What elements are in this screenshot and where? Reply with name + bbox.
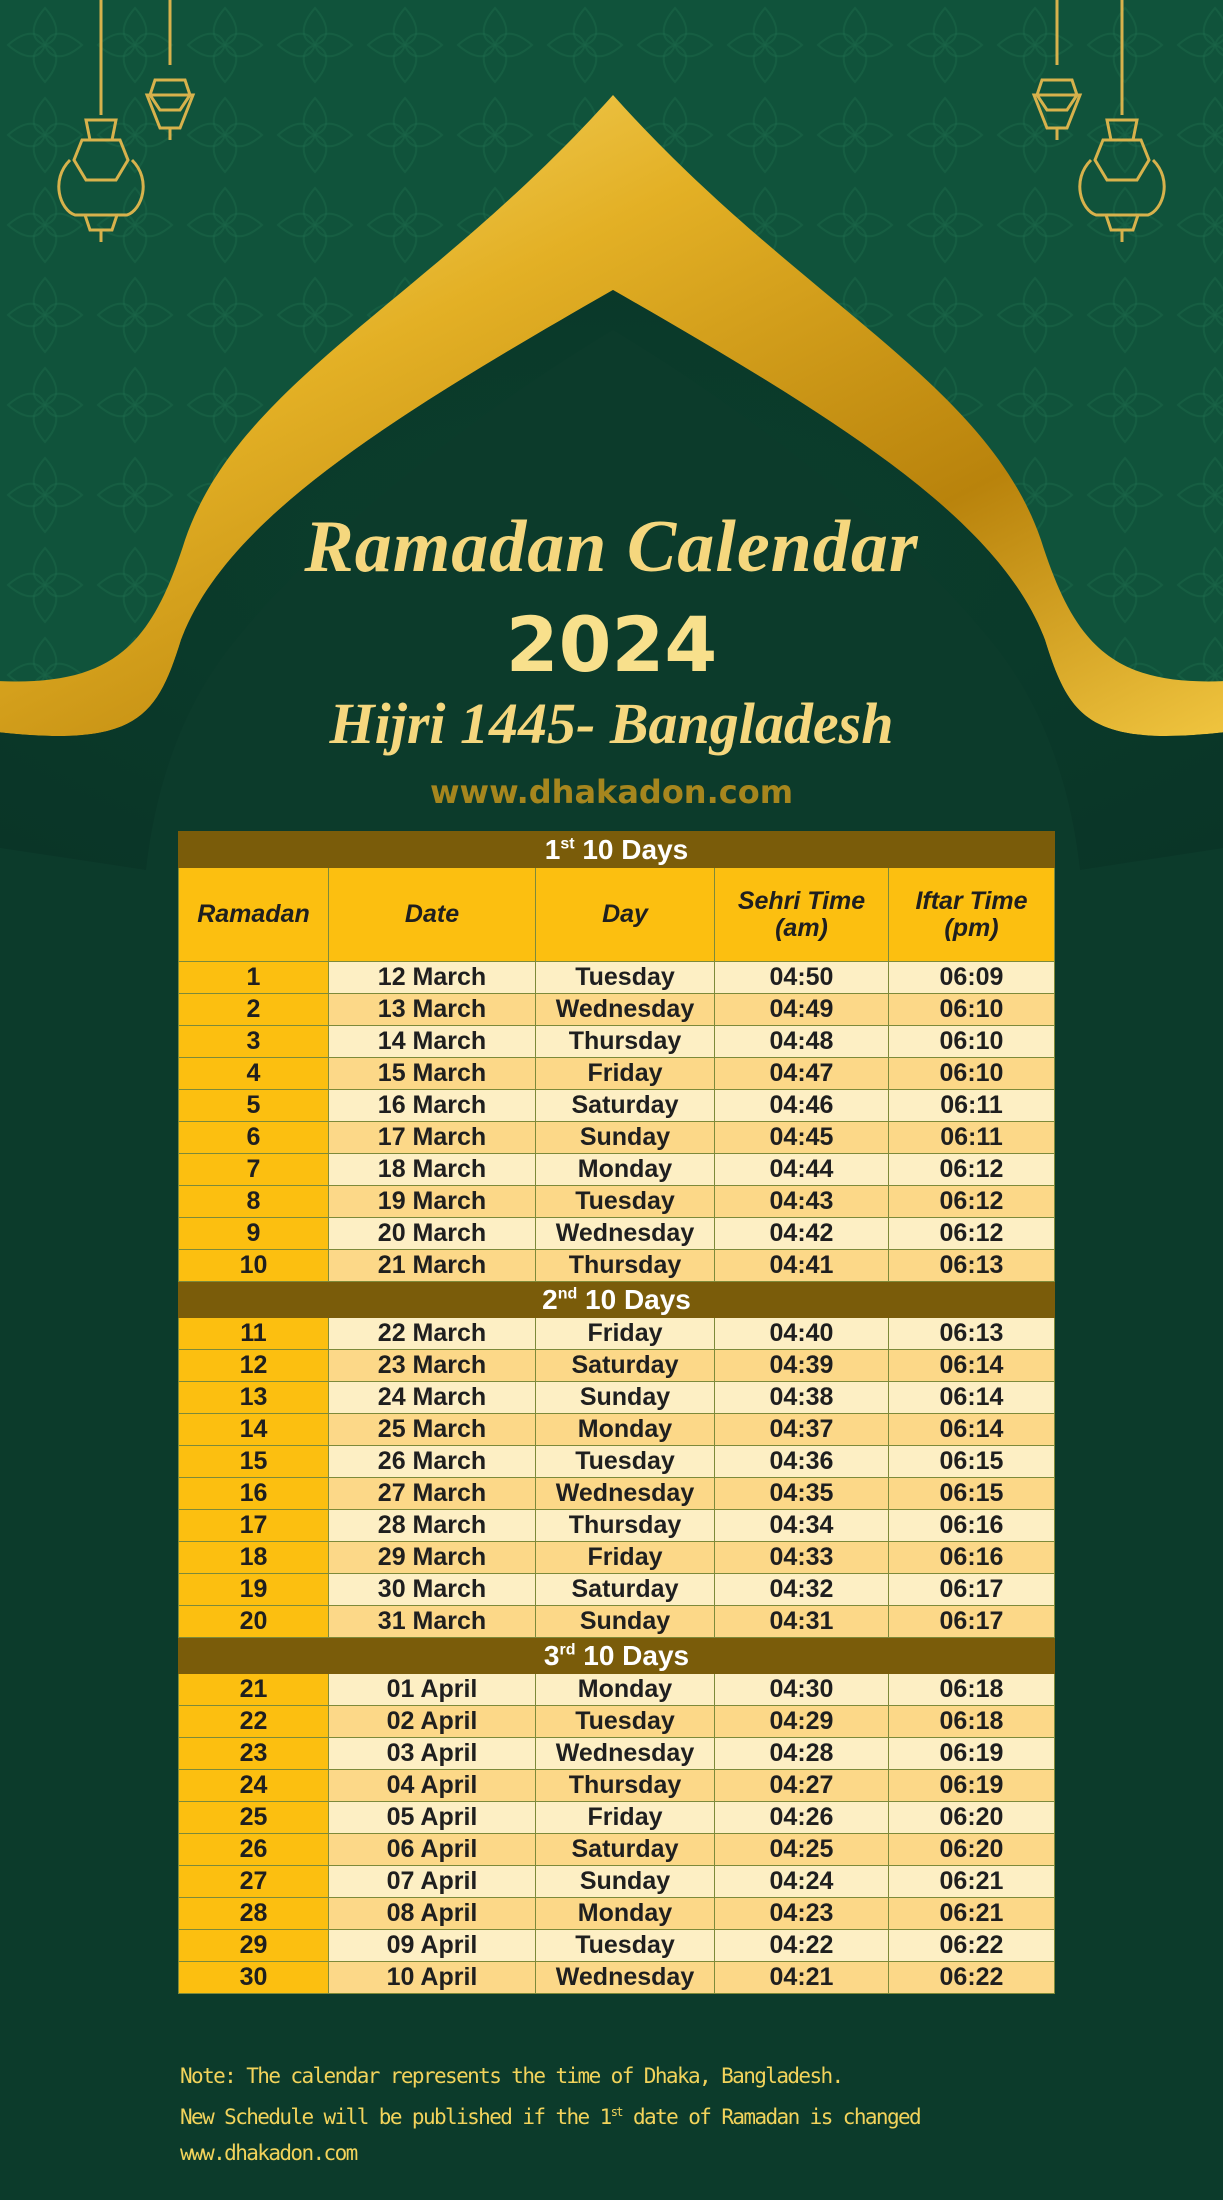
date-cell: 06 April [329, 1834, 536, 1866]
date-cell: 22 March [329, 1318, 536, 1350]
ramadan-day-cell: 5 [179, 1090, 329, 1122]
column-header: Ramadan [179, 868, 329, 962]
sehri-time-cell: 04:31 [715, 1606, 889, 1638]
sehri-time-cell: 04:46 [715, 1090, 889, 1122]
iftar-time-cell: 06:20 [889, 1802, 1055, 1834]
table-row [179, 1186, 1055, 1218]
date-cell: 21 March [329, 1250, 536, 1282]
iftar-time-cell: 06:16 [889, 1510, 1055, 1542]
table-row [179, 1510, 1055, 1542]
weekday-cell: Wednesday [536, 1738, 715, 1770]
sehri-time-cell: 04:23 [715, 1898, 889, 1930]
section-header [179, 832, 1055, 868]
sehri-time-cell: 04:48 [715, 1026, 889, 1058]
column-header: Iftar Time (pm) [889, 868, 1055, 962]
iftar-time-cell: 06:10 [889, 994, 1055, 1026]
weekday-cell: Friday [536, 1318, 715, 1350]
table-row [179, 1674, 1055, 1706]
weekday-cell: Thursday [536, 1510, 715, 1542]
sehri-time-cell: 04:28 [715, 1738, 889, 1770]
section-header [179, 1282, 1055, 1318]
ramadan-day-cell: 21 [179, 1674, 329, 1706]
section-label: 10 Days [575, 1639, 690, 1671]
weekday-cell: Friday [536, 1802, 715, 1834]
sehri-time-cell: 04:27 [715, 1770, 889, 1802]
sehri-time-cell: 04:40 [715, 1318, 889, 1350]
iftar-time-cell: 06:17 [889, 1574, 1055, 1606]
iftar-time-cell: 06:17 [889, 1606, 1055, 1638]
weekday-cell: Tuesday [536, 1446, 715, 1478]
table-row [179, 1446, 1055, 1478]
table-row [179, 1898, 1055, 1930]
iftar-time-cell: 06:18 [889, 1706, 1055, 1738]
weekday-cell: Saturday [536, 1090, 715, 1122]
ramadan-day-cell: 4 [179, 1058, 329, 1090]
table-row [179, 1318, 1055, 1350]
section-ordinal-suffix: st [560, 835, 575, 853]
sehri-time-cell: 04:41 [715, 1250, 889, 1282]
table-row [179, 1574, 1055, 1606]
footer-website[interactable]: www.dhakadon.com [180, 2141, 357, 2165]
date-cell: 05 April [329, 1802, 536, 1834]
page-title: Ramadan Calendar [304, 506, 919, 588]
sehri-time-cell: 04:37 [715, 1414, 889, 1446]
ramadan-day-cell: 27 [179, 1866, 329, 1898]
table-row [179, 1122, 1055, 1154]
sehri-time-cell: 04:30 [715, 1674, 889, 1706]
table-row [179, 1770, 1055, 1802]
weekday-cell: Thursday [536, 1026, 715, 1058]
iftar-time-cell: 06:11 [889, 1122, 1055, 1154]
date-cell: 20 March [329, 1218, 536, 1250]
iftar-time-cell: 06:12 [889, 1154, 1055, 1186]
sehri-time-cell: 04:47 [715, 1058, 889, 1090]
sehri-time-cell: 04:43 [715, 1186, 889, 1218]
iftar-time-cell: 06:14 [889, 1414, 1055, 1446]
calendar-year: 2024 [505, 600, 718, 689]
table-row [179, 1382, 1055, 1414]
iftar-time-cell: 06:15 [889, 1446, 1055, 1478]
iftar-time-cell: 06:15 [889, 1478, 1055, 1510]
table-row [179, 1414, 1055, 1446]
ramadan-day-cell: 29 [179, 1930, 329, 1962]
date-cell: 18 March [329, 1154, 536, 1186]
date-cell: 04 April [329, 1770, 536, 1802]
weekday-cell: Saturday [536, 1834, 715, 1866]
column-header: Day [536, 868, 715, 962]
iftar-time-cell: 06:22 [889, 1930, 1055, 1962]
table-row [179, 1250, 1055, 1282]
weekday-cell: Friday [536, 1542, 715, 1574]
weekday-cell: Monday [536, 1674, 715, 1706]
section-ordinal: 2 [542, 1283, 558, 1315]
footer-note-line1: Note: The calendar represents the time of Dhaka, Bangladesh. [180, 2064, 843, 2088]
sehri-time-cell: 04:44 [715, 1154, 889, 1186]
ramadan-day-cell: 24 [179, 1770, 329, 1802]
ramadan-day-cell: 19 [179, 1574, 329, 1606]
column-header: Date [329, 868, 536, 962]
sehri-time-cell: 04:22 [715, 1930, 889, 1962]
weekday-cell: Wednesday [536, 1218, 715, 1250]
table-row [179, 1866, 1055, 1898]
iftar-time-cell: 06:19 [889, 1738, 1055, 1770]
section-header-row [179, 1638, 1055, 1674]
footer-note-line2-sup: st [610, 2105, 622, 2119]
iftar-time-cell: 06:22 [889, 1962, 1055, 1994]
ramadan-day-cell: 1 [179, 962, 329, 994]
date-cell: 27 March [329, 1478, 536, 1510]
date-cell: 29 March [329, 1542, 536, 1574]
iftar-time-cell: 06:20 [889, 1834, 1055, 1866]
section-ordinal: 1 [544, 833, 561, 865]
weekday-cell: Tuesday [536, 962, 715, 994]
date-cell: 28 March [329, 1510, 536, 1542]
ramadan-day-cell: 20 [179, 1606, 329, 1638]
iftar-time-cell: 06:09 [889, 962, 1055, 994]
table-row [179, 1218, 1055, 1250]
date-cell: 08 April [329, 1898, 536, 1930]
weekday-cell: Monday [536, 1414, 715, 1446]
weekday-cell: Sunday [536, 1382, 715, 1414]
iftar-time-cell: 06:21 [889, 1866, 1055, 1898]
weekday-cell: Wednesday [536, 1962, 715, 1994]
date-cell: 17 March [329, 1122, 536, 1154]
section-label: 10 Days [577, 1283, 691, 1315]
sehri-time-cell: 04:45 [715, 1122, 889, 1154]
table-row [179, 994, 1055, 1026]
sehri-time-cell: 04:29 [715, 1706, 889, 1738]
date-cell: 03 April [329, 1738, 536, 1770]
ramadan-day-cell: 14 [179, 1414, 329, 1446]
sehri-time-cell: 04:36 [715, 1446, 889, 1478]
sehri-time-cell: 04:35 [715, 1478, 889, 1510]
footer-note [180, 2058, 1080, 2171]
table-row [179, 1606, 1055, 1638]
sehri-time-cell: 04:26 [715, 1802, 889, 1834]
iftar-time-cell: 06:18 [889, 1674, 1055, 1706]
date-cell: 02 April [329, 1706, 536, 1738]
date-cell: 25 March [329, 1414, 536, 1446]
date-cell: 07 April [329, 1866, 536, 1898]
weekday-cell: Tuesday [536, 1930, 715, 1962]
footer-note-line2-tail: date of Ramadan is changed [621, 2105, 921, 2129]
ramadan-day-cell: 16 [179, 1478, 329, 1510]
date-cell: 01 April [329, 1674, 536, 1706]
ramadan-day-cell: 6 [179, 1122, 329, 1154]
table-row [179, 1706, 1055, 1738]
ramadan-day-cell: 17 [179, 1510, 329, 1542]
iftar-time-cell: 06:13 [889, 1318, 1055, 1350]
ramadan-day-cell: 13 [179, 1382, 329, 1414]
weekday-cell: Friday [536, 1058, 715, 1090]
table-row [179, 1738, 1055, 1770]
table-row [179, 1962, 1055, 1994]
date-cell: 19 March [329, 1186, 536, 1218]
section-label: 10 Days [574, 833, 689, 865]
date-cell: 30 March [329, 1574, 536, 1606]
section-header-row [179, 1282, 1055, 1318]
iftar-time-cell: 06:19 [889, 1770, 1055, 1802]
sehri-time-cell: 04:21 [715, 1962, 889, 1994]
sehri-time-cell: 04:38 [715, 1382, 889, 1414]
table-row [179, 1542, 1055, 1574]
ramadan-day-cell: 28 [179, 1898, 329, 1930]
ramadan-day-cell: 26 [179, 1834, 329, 1866]
weekday-cell: Wednesday [536, 1478, 715, 1510]
table-row [179, 962, 1055, 994]
ramadan-day-cell: 23 [179, 1738, 329, 1770]
weekday-cell: Tuesday [536, 1706, 715, 1738]
section-header-row [179, 832, 1055, 868]
date-cell: 13 March [329, 994, 536, 1026]
table-row [179, 1834, 1055, 1866]
section-ordinal-suffix: rd [559, 1641, 576, 1659]
weekday-cell: Sunday [536, 1122, 715, 1154]
date-cell: 12 March [329, 962, 536, 994]
iftar-time-cell: 06:16 [889, 1542, 1055, 1574]
sehri-time-cell: 04:39 [715, 1350, 889, 1382]
iftar-time-cell: 06:14 [889, 1350, 1055, 1382]
weekday-cell: Wednesday [536, 994, 715, 1026]
calendar-subtitle: Hijri 1445- Bangladesh [329, 691, 894, 756]
date-cell: 16 March [329, 1090, 536, 1122]
footer-note-line2-text: New Schedule will be published if the 1 [180, 2105, 611, 2129]
table-row [179, 1026, 1055, 1058]
sehri-time-cell: 04:49 [715, 994, 889, 1026]
iftar-time-cell: 06:12 [889, 1186, 1055, 1218]
iftar-time-cell: 06:21 [889, 1898, 1055, 1930]
column-header: Sehri Time (am) [715, 868, 889, 962]
sehri-time-cell: 04:34 [715, 1510, 889, 1542]
table-row [179, 1154, 1055, 1186]
iftar-time-cell: 06:10 [889, 1058, 1055, 1090]
section-ordinal-suffix: nd [557, 1285, 578, 1303]
ramadan-day-cell: 18 [179, 1542, 329, 1574]
sehri-time-cell: 04:33 [715, 1542, 889, 1574]
ramadan-day-cell: 15 [179, 1446, 329, 1478]
ramadan-day-cell: 25 [179, 1802, 329, 1834]
section-ordinal: 3 [543, 1639, 560, 1671]
date-cell: 09 April [329, 1930, 536, 1962]
ramadan-day-cell: 3 [179, 1026, 329, 1058]
ramadan-day-cell: 8 [179, 1186, 329, 1218]
ramadan-day-cell: 12 [179, 1350, 329, 1382]
ramadan-day-cell: 30 [179, 1962, 329, 1994]
table-row [179, 1090, 1055, 1122]
date-cell: 10 April [329, 1962, 536, 1994]
sehri-time-cell: 04:25 [715, 1834, 889, 1866]
sehri-time-cell: 04:42 [715, 1218, 889, 1250]
iftar-time-cell: 06:12 [889, 1218, 1055, 1250]
weekday-cell: Sunday [536, 1866, 715, 1898]
table-row [179, 1350, 1055, 1382]
table-row [179, 1478, 1055, 1510]
weekday-cell: Tuesday [536, 1186, 715, 1218]
ramadan-schedule-table [178, 831, 1055, 1994]
date-cell: 24 March [329, 1382, 536, 1414]
ramadan-day-cell: 22 [179, 1706, 329, 1738]
iftar-time-cell: 06:11 [889, 1090, 1055, 1122]
date-cell: 14 March [329, 1026, 536, 1058]
iftar-time-cell: 06:14 [889, 1382, 1055, 1414]
ramadan-day-cell: 7 [179, 1154, 329, 1186]
weekday-cell: Thursday [536, 1250, 715, 1282]
date-cell: 26 March [329, 1446, 536, 1478]
ramadan-day-cell: 2 [179, 994, 329, 1026]
table-row [179, 1930, 1055, 1962]
weekday-cell: Sunday [536, 1606, 715, 1638]
ramadan-day-cell: 10 [179, 1250, 329, 1282]
weekday-cell: Saturday [536, 1350, 715, 1382]
footer-note-line2 [180, 2094, 1080, 2135]
sehri-time-cell: 04:24 [715, 1866, 889, 1898]
date-cell: 31 March [329, 1606, 536, 1638]
website-link[interactable]: www.dhakadon.com [429, 773, 794, 811]
table-row [179, 1058, 1055, 1090]
sehri-time-cell: 04:50 [715, 962, 889, 994]
ramadan-day-cell: 9 [179, 1218, 329, 1250]
weekday-cell: Monday [536, 1898, 715, 1930]
ramadan-day-cell: 11 [179, 1318, 329, 1350]
weekday-cell: Thursday [536, 1770, 715, 1802]
weekday-cell: Saturday [536, 1574, 715, 1606]
date-cell: 23 March [329, 1350, 536, 1382]
section-header [179, 1638, 1055, 1674]
sehri-time-cell: 04:32 [715, 1574, 889, 1606]
column-header-row [179, 868, 1055, 962]
iftar-time-cell: 06:10 [889, 1026, 1055, 1058]
weekday-cell: Monday [536, 1154, 715, 1186]
table-row [179, 1802, 1055, 1834]
iftar-time-cell: 06:13 [889, 1250, 1055, 1282]
date-cell: 15 March [329, 1058, 536, 1090]
